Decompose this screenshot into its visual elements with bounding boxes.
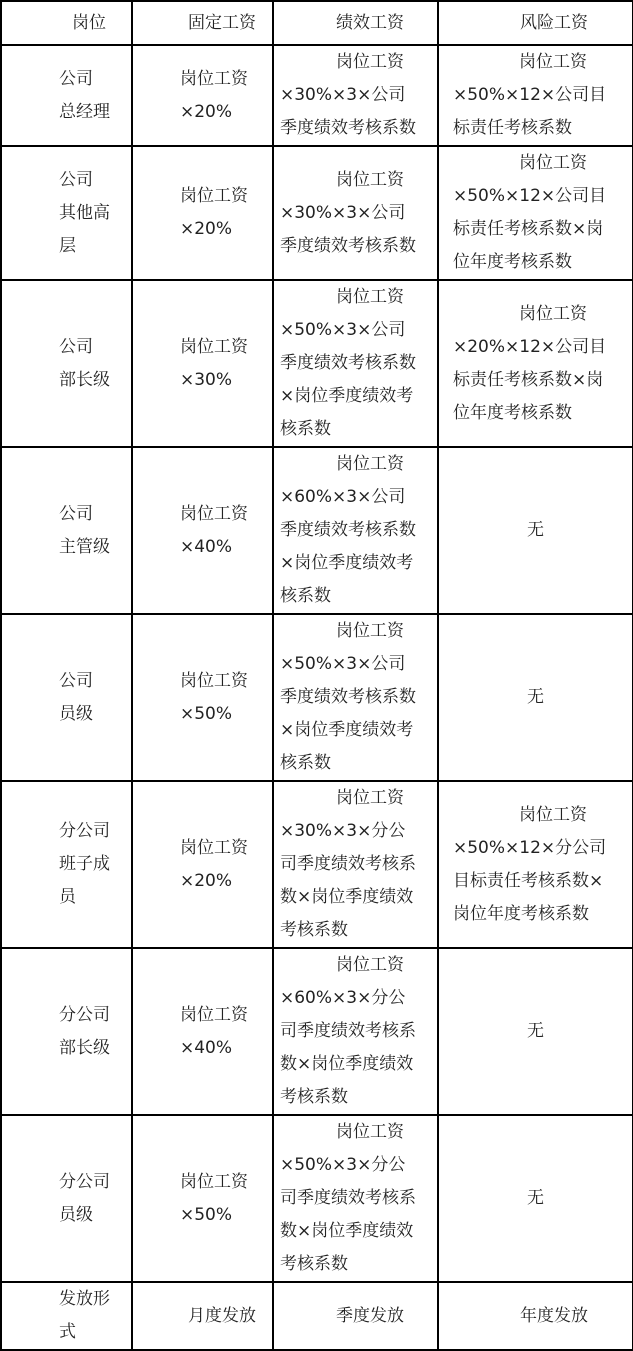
risk-salary-cell-line: 位年度考核系数 <box>453 402 572 423</box>
position-cell-text <box>2 164 131 263</box>
risk-salary-cell-line: 岗位工资 <box>519 52 587 72</box>
position-cell <box>1 948 132 1115</box>
position-cell <box>1 146 132 280</box>
header-cell-risk <box>438 1 633 45</box>
risk-salary-cell-line: 标责任考核系数×岗 <box>453 369 604 390</box>
fixed-salary-cell-text <box>133 180 272 246</box>
performance-salary-cell-line: 岗位工资 <box>336 287 404 307</box>
performance-salary-cell-line: 岗位工资 <box>336 955 404 975</box>
position-cell-line: 分公司 <box>59 821 110 841</box>
footer-risk-cell <box>438 1282 633 1350</box>
performance-salary-cell-text <box>274 949 437 1114</box>
fixed-salary-cell-line: ×30% <box>180 369 233 390</box>
position-cell-text <box>2 1166 131 1232</box>
risk-salary-cell-line: 无 <box>527 1021 544 1041</box>
risk-salary-cell-line: 岗位年度考核系数 <box>453 903 589 924</box>
position-cell-line: 层 <box>59 235 76 256</box>
performance-salary-cell <box>273 1115 438 1282</box>
fixed-salary-cell-text <box>133 832 272 898</box>
performance-salary-cell-text <box>274 164 437 263</box>
footer-position-cell-line: 式 <box>59 1322 76 1342</box>
position-cell-line: 公司 <box>59 169 93 190</box>
position-cell <box>1 781 132 948</box>
fixed-salary-cell-line: 岗位工资 <box>180 336 248 357</box>
table-row <box>1 45 633 146</box>
position-cell-line: 部长级 <box>59 1037 110 1058</box>
fixed-salary-cell-line: 岗位工资 <box>180 837 248 858</box>
performance-salary-cell-line: 司季度绩效考核系 <box>280 1021 416 1041</box>
performance-salary-cell-line: 岗位工资 <box>336 454 404 474</box>
position-cell <box>1 1115 132 1282</box>
position-cell-line: 其他高 <box>59 202 110 223</box>
risk-salary-cell-line: ×20%×12×公司目 <box>453 336 607 357</box>
risk-salary-cell-text <box>439 147 632 279</box>
position-cell-line: 公司 <box>59 336 93 357</box>
fixed-salary-cell-line: 岗位工资 <box>180 68 248 89</box>
performance-salary-cell-line: ×30%×3×分公 <box>280 821 406 841</box>
position-cell-line: 公司 <box>59 503 93 524</box>
table-row <box>1 614 633 781</box>
risk-salary-cell-line: 目标责任考核系数× <box>453 870 604 891</box>
fixed-salary-cell-line: 岗位工资 <box>180 1004 248 1025</box>
performance-salary-cell-line: 司季度绩效考核系 <box>280 1188 416 1208</box>
position-cell-line: 公司 <box>59 68 93 89</box>
position-cell-line: 员级 <box>59 703 93 724</box>
footer-position-cell-text <box>2 1283 131 1349</box>
performance-salary-cell-line: 岗位工资 <box>336 1122 404 1142</box>
position-cell-line: 员级 <box>59 1204 93 1225</box>
risk-salary-cell-text <box>439 46 632 145</box>
performance-salary-cell-text <box>274 448 437 613</box>
fixed-salary-cell-text <box>133 999 272 1065</box>
performance-salary-cell-line: 岗位工资 <box>336 169 404 190</box>
position-cell <box>1 280 132 447</box>
performance-salary-cell-line: ×30%×3×公司 <box>280 202 406 223</box>
table-row <box>1 948 633 1115</box>
risk-salary-cell <box>438 948 633 1115</box>
performance-salary-cell <box>273 280 438 447</box>
table-body <box>1 1 633 1350</box>
performance-salary-cell-line: ×岗位季度绩效考 <box>280 386 414 406</box>
risk-salary-cell-text <box>439 298 632 430</box>
performance-salary-cell-line: 岗位工资 <box>336 788 404 808</box>
fixed-salary-cell-text <box>133 498 272 564</box>
performance-salary-cell-line: 季度绩效考核系数 <box>280 520 416 540</box>
fixed-salary-cell <box>132 781 273 948</box>
header-fixed-text: 固定工资 <box>188 13 256 33</box>
performance-salary-cell-line: ×岗位季度绩效考 <box>280 553 414 573</box>
position-cell-line: 班子成 <box>59 854 110 874</box>
fixed-salary-cell-line: 岗位工资 <box>180 670 248 691</box>
risk-salary-cell-line: 位年度考核系数 <box>453 252 572 272</box>
table-row <box>1 280 633 447</box>
footer-position-cell <box>1 1282 132 1350</box>
performance-salary-cell-line: 考核系数 <box>280 1087 348 1107</box>
performance-salary-cell-text <box>274 281 437 446</box>
table-row <box>1 146 633 280</box>
fixed-salary-cell-text <box>133 1166 272 1232</box>
fixed-salary-cell-line: ×20% <box>180 870 233 891</box>
performance-salary-cell-line: ×60%×3×分公 <box>280 988 406 1008</box>
performance-salary-cell <box>273 447 438 614</box>
performance-salary-cell-line: 考核系数 <box>280 1254 348 1274</box>
position-cell-line: 员 <box>59 887 76 907</box>
fixed-salary-cell-text <box>133 63 272 129</box>
table-row <box>1 781 633 948</box>
performance-salary-cell <box>273 781 438 948</box>
fixed-salary-cell <box>132 447 273 614</box>
risk-salary-cell-text <box>439 1182 632 1215</box>
position-cell-line: 分公司 <box>59 1171 110 1192</box>
risk-salary-cell <box>438 280 633 447</box>
position-cell-line: 分公司 <box>59 1004 110 1025</box>
performance-salary-cell-line: ×50%×3×分公 <box>280 1155 406 1175</box>
performance-salary-cell-line: ×30%×3×公司 <box>280 85 406 105</box>
performance-salary-cell-line: 司季度绩效考核系 <box>280 854 416 874</box>
performance-salary-cell-line: 数×岗位季度绩效 <box>280 887 414 907</box>
risk-salary-cell-line: 无 <box>527 520 544 540</box>
fixed-salary-cell <box>132 146 273 280</box>
header-row <box>1 1 633 45</box>
header-position-text: 岗位 <box>72 13 106 33</box>
risk-salary-cell-line: 岗位工资 <box>519 153 587 173</box>
risk-salary-cell-line: 岗位工资 <box>519 804 587 825</box>
risk-salary-cell-text <box>439 799 632 931</box>
risk-salary-cell <box>438 45 633 146</box>
risk-salary-cell <box>438 1115 633 1282</box>
risk-salary-cell-text <box>439 514 632 547</box>
risk-salary-cell <box>438 614 633 781</box>
header-performance-text: 绩效工资 <box>336 13 404 33</box>
performance-salary-cell-line: ×50%×3×公司 <box>280 654 406 674</box>
header-cell-position <box>1 1 132 45</box>
table-row <box>1 447 633 614</box>
risk-salary-cell-line: 无 <box>527 1188 544 1208</box>
footer-performance-cell <box>273 1282 438 1350</box>
footer-position-cell-line: 发放形 <box>59 1289 110 1309</box>
position-cell <box>1 614 132 781</box>
fixed-salary-cell-line: ×50% <box>180 1204 233 1225</box>
fixed-salary-cell-line: 岗位工资 <box>180 1171 248 1192</box>
footer-row <box>1 1282 633 1350</box>
footer-risk-cell-text: 年度发放 <box>520 1305 588 1326</box>
risk-salary-cell-line: 无 <box>527 687 544 707</box>
fixed-salary-cell <box>132 948 273 1115</box>
performance-salary-cell-line: 数×岗位季度绩效 <box>280 1054 414 1074</box>
performance-salary-cell-text <box>274 46 437 145</box>
position-cell <box>1 447 132 614</box>
performance-salary-cell-line: 季度绩效考核系数 <box>280 235 416 256</box>
fixed-salary-cell <box>132 614 273 781</box>
risk-salary-cell <box>438 781 633 948</box>
performance-salary-cell-line: ×50%×3×公司 <box>280 320 406 340</box>
fixed-salary-cell-line: ×40% <box>180 1037 233 1058</box>
performance-salary-cell-line: 岗位工资 <box>336 621 404 641</box>
position-cell-line: 主管级 <box>59 536 110 557</box>
footer-performance-cell-text: 季度发放 <box>336 1305 404 1326</box>
risk-salary-cell-line: 标责任考核系数×岗 <box>453 219 604 239</box>
performance-salary-cell <box>273 45 438 146</box>
header-risk-text: 风险工资 <box>520 13 588 33</box>
position-cell-text <box>2 63 131 129</box>
position-cell-text <box>2 665 131 731</box>
position-cell-text <box>2 815 131 914</box>
risk-salary-cell-line: 岗位工资 <box>519 303 587 324</box>
position-cell-text <box>2 999 131 1065</box>
position-cell-text <box>2 331 131 397</box>
performance-salary-cell-text <box>274 615 437 780</box>
performance-salary-cell-line: 核系数 <box>280 586 331 606</box>
performance-salary-cell <box>273 614 438 781</box>
performance-salary-cell-line: 季度绩效考核系数 <box>280 687 416 707</box>
fixed-salary-cell-line: ×50% <box>180 703 233 724</box>
fixed-salary-cell <box>132 280 273 447</box>
performance-salary-cell-line: ×岗位季度绩效考 <box>280 720 414 740</box>
fixed-salary-cell-text <box>133 331 272 397</box>
fixed-salary-cell-text <box>133 665 272 731</box>
risk-salary-cell-line: ×50%×12×公司目 <box>453 186 607 206</box>
performance-salary-cell <box>273 146 438 280</box>
risk-salary-cell <box>438 447 633 614</box>
position-cell-line: 部长级 <box>59 369 110 390</box>
performance-salary-cell <box>273 948 438 1115</box>
table-row <box>1 1115 633 1282</box>
fixed-salary-cell-line: 岗位工资 <box>180 503 248 524</box>
position-cell-line: 总经理 <box>59 101 110 122</box>
risk-salary-cell-text <box>439 681 632 714</box>
performance-salary-cell-line: 核系数 <box>280 419 331 439</box>
position-cell-text <box>2 498 131 564</box>
header-cell-performance <box>273 1 438 45</box>
footer-fixed-cell <box>132 1282 273 1350</box>
performance-salary-cell-line: 岗位工资 <box>336 52 404 72</box>
performance-salary-cell-line: 季度绩效考核系数 <box>280 353 416 373</box>
performance-salary-cell-line: 季度绩效考核系数 <box>280 118 416 138</box>
footer-fixed-cell-text: 月度发放 <box>188 1305 256 1326</box>
position-cell-line: 公司 <box>59 670 93 691</box>
performance-salary-cell-text <box>274 1116 437 1281</box>
risk-salary-cell <box>438 146 633 280</box>
position-cell <box>1 45 132 146</box>
fixed-salary-cell-line: 岗位工资 <box>180 186 248 206</box>
fixed-salary-cell-line: ×20% <box>180 219 233 239</box>
risk-salary-cell-line: ×50%×12×分公司 <box>453 837 607 858</box>
risk-salary-cell-line: ×50%×12×公司目 <box>453 85 607 105</box>
fixed-salary-cell <box>132 1115 273 1282</box>
performance-salary-cell-text <box>274 782 437 947</box>
fixed-salary-cell-line: ×20% <box>180 101 233 122</box>
performance-salary-cell-line: 核系数 <box>280 753 331 773</box>
performance-salary-cell-line: 数×岗位季度绩效 <box>280 1221 414 1241</box>
risk-salary-cell-line: 标责任考核系数 <box>453 118 572 138</box>
fixed-salary-cell-line: ×40% <box>180 536 233 557</box>
performance-salary-cell-line: ×60%×3×公司 <box>280 487 406 507</box>
performance-salary-cell-line: 考核系数 <box>280 920 348 940</box>
header-cell-fixed <box>132 1 273 45</box>
risk-salary-cell-text <box>439 1015 632 1048</box>
fixed-salary-cell <box>132 45 273 146</box>
